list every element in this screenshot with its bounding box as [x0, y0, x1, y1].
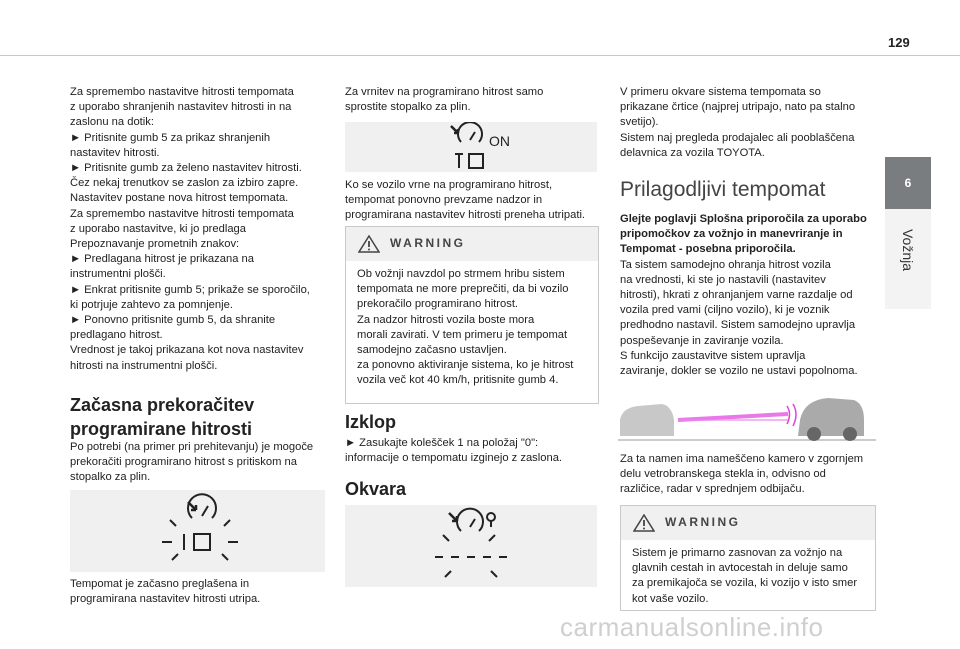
- speedometer-dashes-icon: [345, 505, 597, 587]
- svg-text:ON: ON: [489, 133, 510, 149]
- warning-triangle-icon: [358, 235, 380, 253]
- chapter-label: Vožnja: [900, 228, 916, 272]
- paragraph: Za ta namen ima nameščeno kamero v zgornjem delu vetrobranskega stekla in, odvisno od različice, radar v sprednjem odbijaču.: [620, 453, 864, 496]
- warning-text: Ob vožnji navzdol po strmem hribu sistem tempomata ne more preprečiti, da bi vozilo prekoračilo programirano hitrost. Za nadzor hitrosti vozila boste mora morali zavirati. V tem primeru je tempomat samodejno začasno ustavljen. za ponovno aktiviranje sistema, ko je hitrost vozila več kot 40 km/h, pritisnite gumb 4.: [357, 268, 574, 387]
- fault-icon-panel: [345, 505, 597, 587]
- warning-text: Sistem je primarno zasnovan za vožnjo na glavnih cestah in avtocestah in deluje samo za premikajoča se vozila, ki vozijo v isto smer kot vaše vozilo.: [632, 547, 858, 605]
- paragraph: Za vrnitev na programirano hitrost samo sprostite stopalko za plin.: [345, 86, 544, 114]
- paragraph: ► Zasukajte kolešček 1 na položaj "0": informacije o tempomatu izginejo z zaslona.: [345, 437, 563, 465]
- warning-title: WARNING: [390, 236, 466, 250]
- section-heading: Okvara: [345, 479, 407, 499]
- footer-watermark: carmanualsonline.info: [560, 612, 824, 642]
- paragraph: Glejte poglavji Splošna priporočila za uporabo pripomočkov za vožnjo in manevriranje in Tempomat - posebna priporočila. Ta sistem samodejno ohranja hitrost vozila na vrednosti, ki ste jo nastavili (nastavitev hitrosti), hkrati z ohranjanjem varne razdalje od vozila pred vami (ciljno vozilo), ki je voznik predhodno nastavil. Sistem samodejno upravlja pospeševanje in zaviranje vozila. S funkcijo zaustavitve sistem upravlja zaviranje, dokler se vozilo ne ustavi popolnoma.: [620, 213, 867, 378]
- warning-header: [346, 227, 598, 261]
- warning-header: [621, 506, 875, 540]
- section-heading: Izklop: [345, 412, 397, 432]
- cruise-on-icon-panel: [345, 122, 597, 172]
- paragraph: Tempomat je začasno preglašena in programirana nastavitev hitrosti utripa.: [70, 578, 261, 606]
- paragraph: Po potrebi (na primer pri prehitevanju) je mogoče prekoračiti programirano hitrost s pritiskom na stopalko za plin.: [70, 441, 314, 484]
- section-heading: Začasna prekoračitev programirane hitrosti: [70, 395, 255, 439]
- paragraph: V primeru okvare sistema tempomata so prikazane črtice (najprej utripajo, nato pa stalno svetijo). Sistem naj pregleda prodajalec ali pooblaščena delavnica za vozila TOYOTA.: [620, 86, 856, 159]
- speedometer-on-icon: [345, 122, 597, 172]
- column-1: [70, 85, 335, 374]
- speedometer-flashing-icon: [70, 490, 325, 572]
- radar-car-illustration: [618, 390, 876, 442]
- header-rule: [0, 55, 960, 56]
- warning-title: WARNING: [665, 515, 741, 529]
- paragraph: Ko se vozilo vrne na programirano hitrost, tempomat ponovno prevzame nadzor in programirana nastavitev hitrosti preneha utripati.: [345, 179, 586, 222]
- speed-exceed-icon-panel: [70, 490, 325, 572]
- paragraph: Za spremembo nastavitve hitrosti tempomata z uporabo shranjenih nastavitev hitrosti in na zaslonu na dotik: ► Pritisnite gumb 5 za prikaz shranjenih nastavitev hitrosti. ► Pritisnite gumb za želeno nastavitev hitrosti. Čez nekaj trenutkov se zaslon za izbiro zapre. Nastavitev postane nova hitrost tempomata. Za spremembo nastavitve hitrosti tempomata z uporabo nastavitve, ki jo predlaga Prepoznavanje prometnih znakov: ► Predlagana hitrost je prikazana na instrumentni plošči. ► Enkrat pritisnite gumb 5; prikaže se sporočilo, ki potrjuje zahtevo za pomnjenje. ► Ponovno pritisnite gumb 5, da shranite predlagano hitrost. Vrednost je takoj prikazana kot nova nastavitev hitrosti na instrumentni plošči.: [70, 86, 310, 372]
- warning-box: [345, 226, 599, 404]
- chapter-tab[interactable]: 6: [885, 157, 931, 209]
- page-number: 129: [888, 35, 910, 50]
- car-radar-icon: [618, 390, 876, 442]
- section-heading: Prilagodljivi tempomat: [620, 178, 826, 201]
- warning-triangle-icon: [633, 514, 655, 532]
- warning-box: [620, 505, 876, 611]
